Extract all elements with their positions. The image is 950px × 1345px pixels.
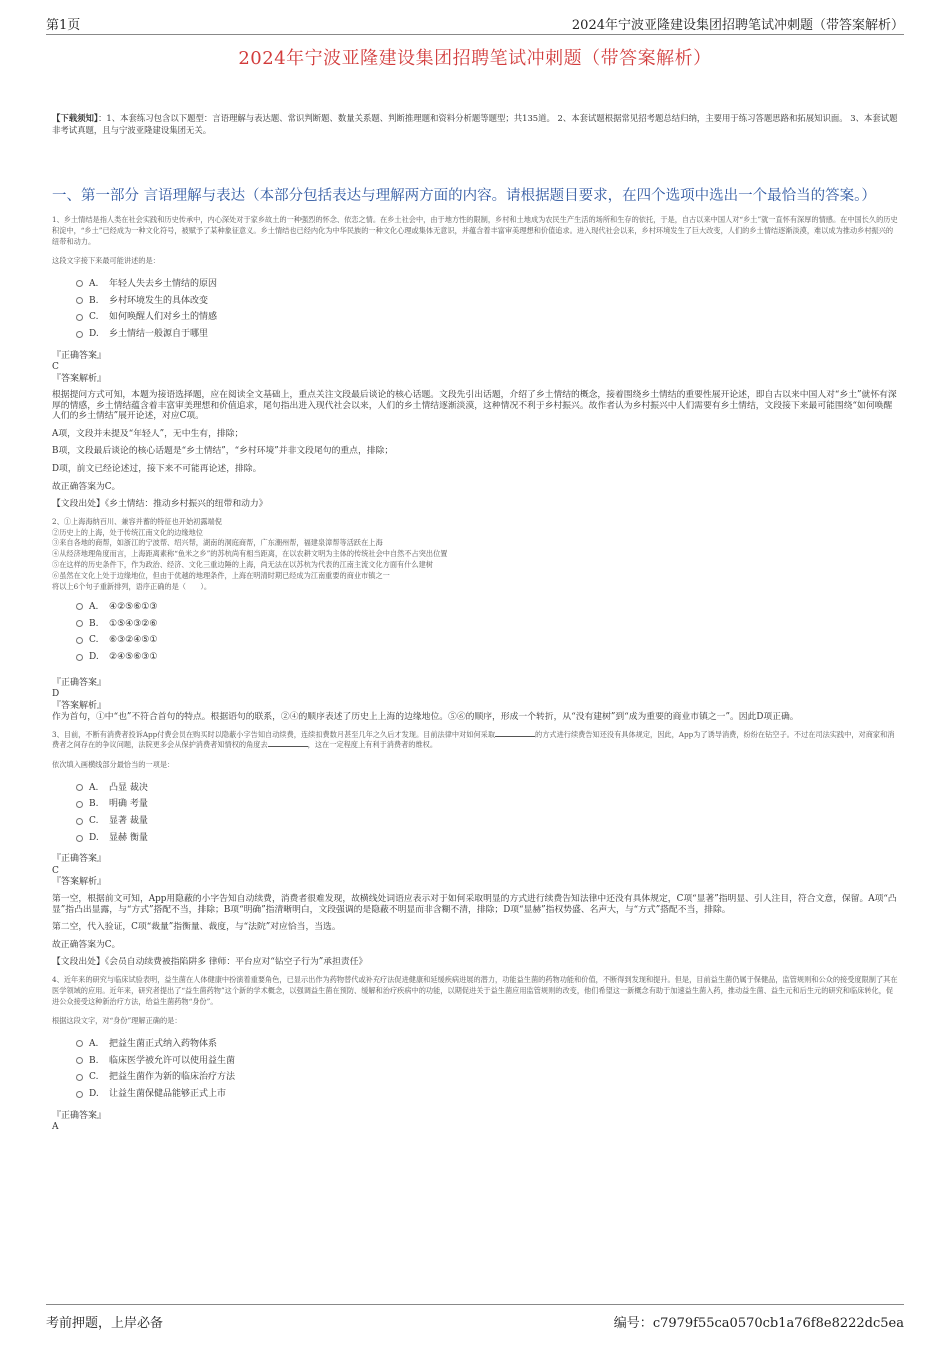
header-divider — [46, 34, 904, 35]
option-list — [76, 598, 900, 665]
question-stem: 3、目前，不断有消费者投诉App付费会员在购买时以隐蔽小字告知自动续费，连续扣费数月甚至几年之久后才发现。目前法律中对如何采取 的方式进行续费告知还没有具体规定，因此，App为了诱导消费，纷纷在钻空子。不过在司法实践中，对商家和消费者之间存在的争议问题，法院更多会从保护消费者知情权的角度去 ，这在一定程度上有利于消费者的维权。 — [52, 729, 895, 750]
radio-icon[interactable] — [76, 801, 83, 808]
analysis-paragraph: D项，前文已经论述过，接下来不可能再论述，排除。 — [52, 464, 262, 475]
correct-answer-label: 『正确答案』 — [52, 677, 107, 688]
page-number: 第1页 — [46, 18, 81, 33]
analysis-label: 『答案解析』 — [52, 373, 107, 384]
option-c[interactable]: C. 如何唤醒人们对乡土的情感 — [76, 309, 900, 326]
option-d[interactable]: D. 让益生菌保健品能够正式上市 — [76, 1086, 900, 1103]
radio-icon[interactable] — [76, 331, 83, 338]
correct-answer: C — [52, 362, 59, 373]
radio-icon[interactable] — [76, 1074, 83, 1081]
radio-icon[interactable] — [76, 1040, 83, 1047]
analysis-label: 『答案解析』 — [52, 700, 107, 711]
footer-serial: 编号：c7979f55ca0570cb1a76f8e8222dc5ea — [613, 1316, 904, 1331]
analysis-paragraph: 第二空，代入验证，C项“裁量”指衡量、裁度，与“法院”对应恰当，当选。 — [52, 922, 341, 933]
question-prompt: 依次填入画横线部分最恰当的一项是： — [52, 760, 175, 770]
analysis-paragraph: B项，文段最后谈论的核心话题是“乡土情结”，“乡村环境”并非文段尾句的重点，排除； — [52, 446, 394, 457]
radio-icon[interactable] — [76, 314, 83, 321]
footer-divider — [46, 1304, 904, 1305]
option-d[interactable]: D. 乡土情结一般源自于哪里 — [76, 326, 900, 343]
notice-label: 【下载须知】 — [52, 113, 99, 123]
question-prompt: 这段文字接下来最可能讲述的是： — [52, 256, 160, 266]
header-doc-name: 2024年宁波亚隆建设集团招聘笔试冲刺题（带答案解析） — [571, 18, 904, 33]
download-notice — [52, 112, 900, 136]
fill-blank — [495, 736, 535, 737]
correct-answer-label: 『正确答案』 — [52, 350, 107, 361]
correct-answer-label: 『正确答案』 — [52, 1110, 107, 1121]
question-stem: 4、近年来的研究与临床试验表明，益生菌在人体健康中扮演着重要角色，已显示出作为药物替代或补充疗法促进健康和延缓疾病进展的潜力，功能益生菌的药物功能和价值，不断得到发现和提升。但是，目前益生菌仍属于保健品，监管规则和公众的接受度限制了其在医学领域的应用。近年来，研究者提出了“益生菌药物”这个新的学术概念，以强调益生菌在预防、缓解和治疗疾病中的功能，以期促进关于益生菌应用监管规则的改变，他们希望这一新概念有助于加速益生菌入药，推动益生菌、益生元和后生元的研究和临床转化，促进公众接受这种新治疗方法，给益生菌药物“身份”。 — [52, 974, 898, 1006]
option-list — [76, 779, 900, 846]
analysis-paragraph: 故正确答案为C。 — [52, 481, 121, 492]
radio-icon[interactable] — [76, 1057, 83, 1064]
correct-answer: D — [52, 689, 60, 700]
document-title: 2024年宁波亚隆建设集团招聘笔试冲刺题（带答案解析） — [238, 48, 712, 69]
correct-answer: A — [52, 1122, 59, 1133]
footer-motto: 考前押题，上岸必备 — [46, 1316, 164, 1331]
document-body — [52, 112, 900, 1134]
analysis-paragraph: 作为首句，①中“也”不符合首句的特点。根据语句的联系，②④的顺序表述了历史上上海的边缘地位。⑤⑥的顺序，形成一个转折，从“没有建树”到“成为重要的商业市镇之一”。因此D项正确。 — [52, 712, 799, 723]
fill-blank — [268, 746, 308, 747]
option-c[interactable]: C. 显著 裁量 — [76, 813, 900, 830]
correct-answer: C — [52, 865, 59, 876]
radio-icon[interactable] — [76, 835, 83, 842]
option-a[interactable]: A. 凸显 裁决 — [76, 779, 900, 796]
question-4 — [52, 975, 900, 1134]
question-3 — [52, 730, 900, 968]
radio-icon[interactable] — [76, 818, 83, 825]
option-a[interactable]: A. ④②⑤⑥①③ — [76, 598, 900, 615]
correct-answer-label: 『正确答案』 — [52, 854, 107, 865]
option-a[interactable]: A. 年轻人失去乡土情结的原因 — [76, 275, 900, 292]
analysis-paragraph: 第一空，根据前文可知，App用隐蔽的小字告知自动续费，消费者很难发现，故横线处词语应表示对于如何采取明显的方式进行续费告知法律中还没有具体规定，C项“显著”指明显、引人注目，符合文意，保留。A项“凸显”指凸出显露，与“方式”搭配不当，排除；B项“明确”指清晰明白，文段强调的是隐蔽不明显而非含糊不清，排除；D项“显赫”指权势盛、名声大，与“方式”搭配不当，排除。 — [52, 893, 897, 915]
option-a[interactable]: A. 把益生菌正式纳入药物体系 — [76, 1035, 900, 1052]
question-1 — [52, 215, 900, 510]
analysis-paragraph: 根据提问方式可知，本题为接语选择题，应在阅读全文基础上，重点关注文段最后谈论的核心话题。文段先引出话题，介绍了乡土情结的概念，接着围绕乡土情结的重要性展开论述，即自古以来中国人对“乡土”就怀有深厚的情感，乡土情结蕴含着丰富审美理想和价值追求，尾句指出进入现代社会以来，人们的乡土情结逐渐淡漠，这种情况不利于乡村振兴。故作者认为乡村振兴中人们需要有乡土情结，文段接下来最可能围绕“如何唤醒人们的乡土情结”展开论述，对应C项。 — [52, 390, 897, 422]
radio-icon[interactable] — [76, 637, 83, 644]
page-header — [46, 12, 904, 32]
option-c[interactable]: C. 把益生菌作为新的临床治疗方法 — [76, 1069, 900, 1086]
option-b[interactable]: B. 乡村环境发生的具体改变 — [76, 292, 900, 309]
source-citation: 【文段出处】《乡土情结：推动乡村振兴的纽带和动力》 — [52, 499, 268, 510]
option-d[interactable]: D. 显赫 衡量 — [76, 830, 900, 847]
option-d[interactable]: D. ②④⑤⑥③① — [76, 649, 900, 666]
radio-icon[interactable] — [76, 603, 83, 610]
option-b[interactable]: B. 临床医学被允许可以使用益生菌 — [76, 1052, 900, 1069]
radio-icon[interactable] — [76, 620, 83, 627]
radio-icon[interactable] — [76, 280, 83, 287]
option-b[interactable]: B. ①⑤④③②⑥ — [76, 615, 900, 632]
analysis-paragraph: 故正确答案为C。 — [52, 939, 121, 950]
question-2 — [52, 517, 900, 723]
analysis-paragraph: A项，文段并未提及“年轻人”，无中生有，排除； — [52, 428, 244, 439]
radio-icon[interactable] — [76, 297, 83, 304]
radio-icon[interactable] — [76, 654, 83, 661]
notice-text: ：1、本套练习包含以下题型：言语理解与表达题、常识判断题、数量关系题、判断推理题和资料分析题等题型；共135道。 2、本套试题根据常见招考题总结归纳，主要用于练习答题思路和拓展知识面。 3、本套试题非考试真题，且与宁波亚隆建设集团无关。 — [52, 113, 898, 135]
question-stem: 2、①上海海纳百川、兼容并蓄的特征也开始初露端倪 ②历史上的上海，处于传统江南文化的边缘地位 ③来自各地的商帮，如浙江的宁波帮、绍兴帮，湖南的洞庭商帮，广东潮州帮，福建泉漳帮等活跃在上海 ④从经济地理角度而言，上海距离素称“鱼米之乡”的苏杭尚有相当距离，在以农耕文明为主体的传统社会中自然不占突出位置 ⑤在这样的历史条件下，作为政治、经济、文化三重边陲的上海，尚无法在以苏杭为代表的江南主流文化方面有什么建树 ⑥虽然在文化上处于边缘地位，但由于优越的地理条件，上海在明清时期已经成为江南重要的商业市镇之一 将以上6个句子重新排列，语序正确的是（ ）。 — [52, 516, 448, 591]
option-list — [76, 1035, 900, 1102]
section-heading: 一、第一部分 言语理解与表达（本部分包括表达与理解两方面的内容。请根据题目要求，在四个选项中选出一个最恰当的答案。） — [52, 188, 876, 204]
question-prompt: 根据这段文字，对“身份”理解正确的是： — [52, 1016, 182, 1026]
option-b[interactable]: B. 明确 考量 — [76, 796, 900, 813]
source-citation: 【文段出处】《会员自动续费被指陷阱多 律师：平台应对“钻空子行为”承担责任》 — [52, 957, 368, 968]
radio-icon[interactable] — [76, 1091, 83, 1098]
radio-icon[interactable] — [76, 784, 83, 791]
question-stem: 1、乡土情结是指人类在社会实践和历史传承中，内心深处对于家乡故土的一种强烈的怀念、依恋之情。在乡土社会中，由于地方性的限制，乡村和土地成为农民生产生活的场所和生存的依托，于是，自古以来中国人对“乡土”就一直怀有深厚的情感。在中国长久的历史积淀中，“乡土”已经成为一种文化符号，被赋予了某种象征意义。乡土情结也已经内化为中华民族的一种文化心理或集体无意识，并蕴含着丰富审美理想和价值追求。进入现代社会以来，乡村环境发生了巨大改变，人们的乡土情结逐渐淡漠，难以成为推动乡村振兴的纽带和动力。 — [52, 215, 898, 246]
analysis-label: 『答案解析』 — [52, 877, 107, 888]
option-list — [76, 275, 900, 342]
option-c[interactable]: C. ⑥③②④⑤① — [76, 632, 900, 649]
